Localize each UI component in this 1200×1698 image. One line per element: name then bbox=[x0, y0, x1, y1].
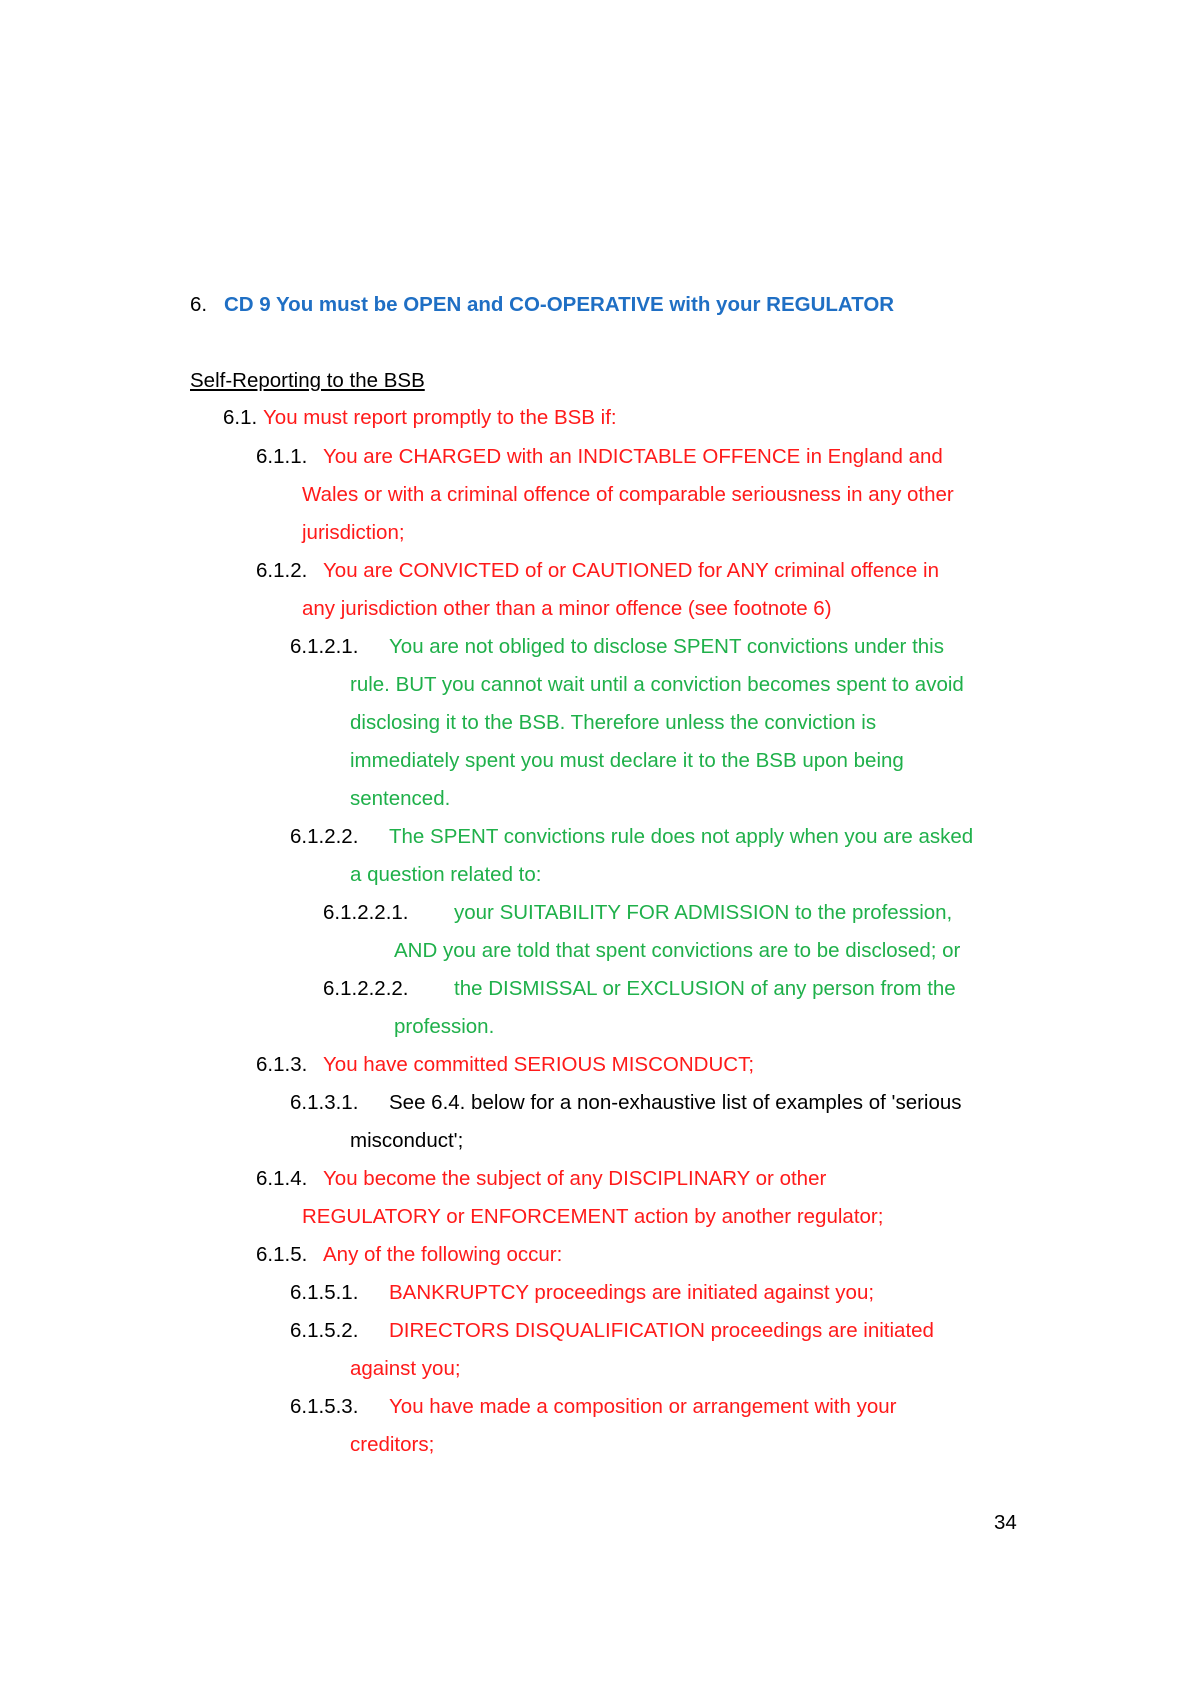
item-6-1-5-1-line-1: BANKRUPTCY proceedings are initiated against you; bbox=[389, 1281, 875, 1304]
item-6-1-3-1-line-2: misconduct'; bbox=[350, 1129, 464, 1152]
item-6-1-3-line-1: You have committed SERIOUS MISCONDUCT; bbox=[323, 1053, 755, 1076]
item-6-1-4-number: 6.1.4. bbox=[256, 1167, 308, 1190]
item-6-1-5-line-1: Any of the following occur: bbox=[323, 1243, 563, 1266]
subheading: Self-Reporting to the BSB bbox=[190, 369, 425, 392]
item-6-1-3-1-number: 6.1.3.1. bbox=[290, 1091, 359, 1114]
item-6-1-2-1-number: 6.1.2.1. bbox=[290, 635, 359, 658]
item-6-1-1-line-3: jurisdiction; bbox=[302, 521, 405, 544]
item-6-1-2-2-number: 6.1.2.2. bbox=[290, 825, 359, 848]
item-6-1-2-2-2-number: 6.1.2.2.2. bbox=[323, 977, 409, 1000]
item-6-1-2-2-line-2: a question related to: bbox=[350, 863, 542, 886]
item-6-1-2-1-line-2: rule. BUT you cannot wait until a conviction becomes spent to avoid bbox=[350, 673, 964, 696]
item-6-1-1-line-1: You are CHARGED with an INDICTABLE OFFENCE in England and bbox=[323, 445, 943, 468]
item-6-1-2-2-1-line-1: your SUITABILITY FOR ADMISSION to the profession, bbox=[454, 901, 953, 924]
item-6-1-4-line-1: You become the subject of any DISCIPLINARY or other bbox=[323, 1167, 827, 1190]
item-6-1-2-1-line-5: sentenced. bbox=[350, 787, 451, 810]
item-6-1-2-2-2-line-1: the DISMISSAL or EXCLUSION of any person from the bbox=[454, 977, 956, 1000]
item-6-1-4-line-2: REGULATORY or ENFORCEMENT action by another regulator; bbox=[302, 1205, 884, 1228]
item-6-1-1-number: 6.1.1. bbox=[256, 445, 308, 468]
item-6-1-5-3-number: 6.1.5.3. bbox=[290, 1395, 359, 1418]
item-6-1-5-2-line-1: DIRECTORS DISQUALIFICATION proceedings are initiated bbox=[389, 1319, 934, 1342]
item-6-1-2-2-2-line-2: profession. bbox=[394, 1015, 495, 1038]
item-6-1-5-number: 6.1.5. bbox=[256, 1243, 308, 1266]
item-6-1-2-1-line-1: You are not obliged to disclose SPENT convictions under this bbox=[389, 635, 944, 658]
section-title: CD 9 You must be OPEN and CO-OPERATIVE with your REGULATOR bbox=[224, 293, 895, 316]
item-6-1-2-number: 6.1.2. bbox=[256, 559, 308, 582]
item-6-1-5-2-number: 6.1.5.2. bbox=[290, 1319, 359, 1342]
item-6-1-2-2-1-line-2: AND you are told that spent convictions are to be disclosed; or bbox=[394, 939, 961, 962]
item-6-1-2-line-2: any jurisdiction other than a minor offence (see footnote 6) bbox=[302, 597, 832, 620]
item-6-1-5-3-line-2: creditors; bbox=[350, 1433, 435, 1456]
item-6-1-2-2-line-1: The SPENT convictions rule does not apply when you are asked bbox=[389, 825, 974, 848]
rule-6-1-text: You must report promptly to the BSB if: bbox=[263, 406, 617, 429]
item-6-1-3-1-line-1: See 6.4. below for a non-exhaustive list of examples of 'serious bbox=[389, 1091, 962, 1114]
rule-6-1-number: 6.1. bbox=[223, 406, 258, 429]
item-6-1-5-2-line-2: against you; bbox=[350, 1357, 461, 1380]
item-6-1-2-1-line-4: immediately spent you must declare it to the BSB upon being bbox=[350, 749, 904, 772]
page-number: 34 bbox=[994, 1511, 1017, 1534]
section-number: 6. bbox=[190, 293, 208, 316]
item-6-1-1-line-2: Wales or with a criminal offence of comparable seriousness in any other bbox=[302, 483, 954, 506]
item-6-1-2-1-line-3: disclosing it to the BSB. Therefore unless the conviction is bbox=[350, 711, 877, 734]
item-6-1-2-2-1-number: 6.1.2.2.1. bbox=[323, 901, 409, 924]
item-6-1-3-number: 6.1.3. bbox=[256, 1053, 308, 1076]
item-6-1-2-line-1: You are CONVICTED of or CAUTIONED for ANY criminal offence in bbox=[323, 559, 939, 582]
item-6-1-5-1-number: 6.1.5.1. bbox=[290, 1281, 359, 1304]
item-6-1-5-3-line-1: You have made a composition or arrangement with your bbox=[389, 1395, 897, 1418]
